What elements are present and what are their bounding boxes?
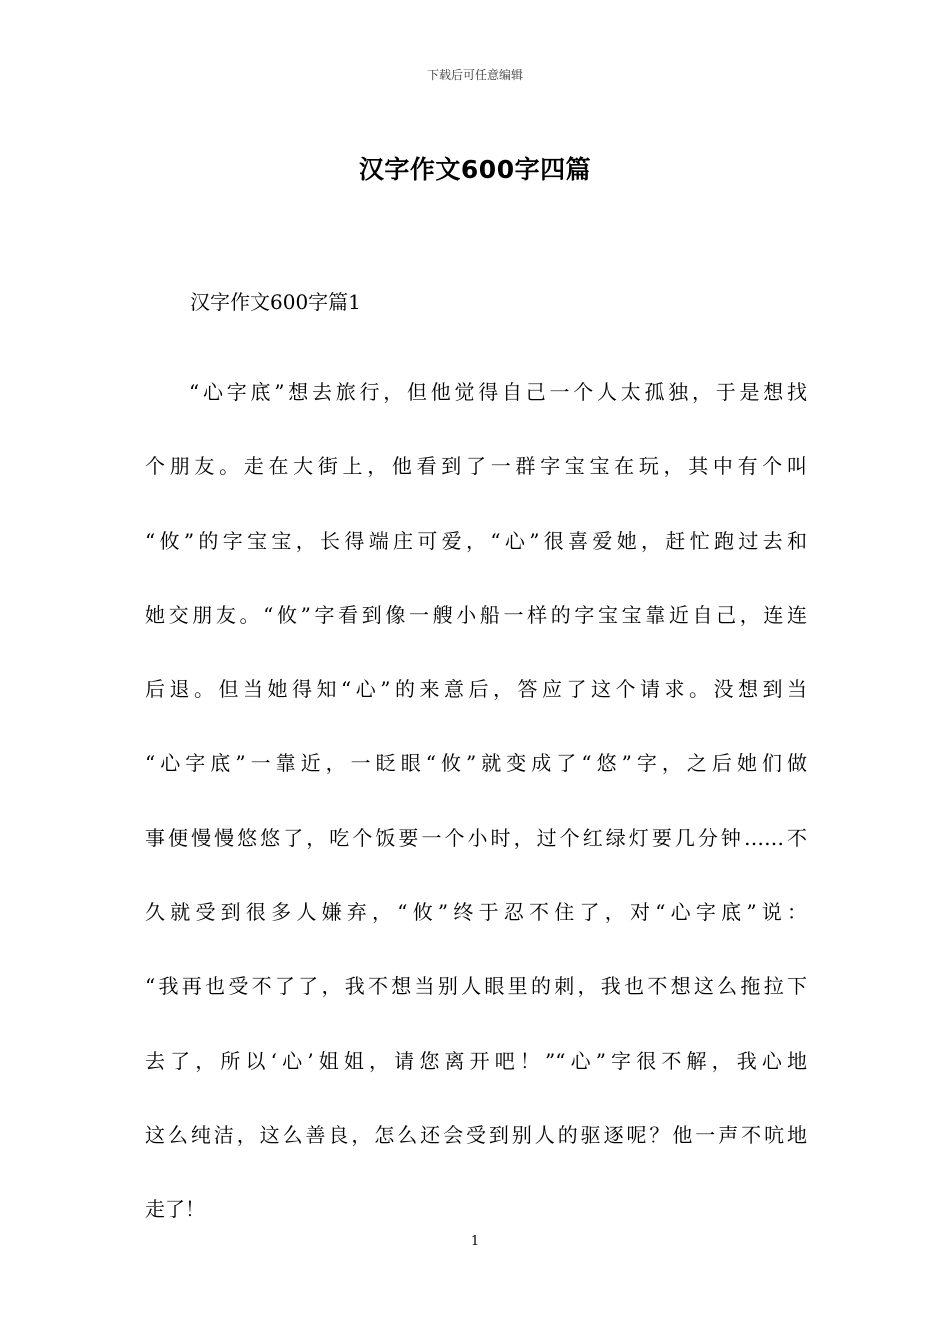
paragraph-line: 久就受到很多人嫌弃，“攸”终于忍不住了，对“心字底”说： xyxy=(145,900,807,925)
paragraph-line: 后退。但当她得知“心”的来意后，答应了这个请求。没想到当 xyxy=(145,677,807,702)
paragraph-line: “心字底”想去旅行，但他觉得自己一个人太孤独，于是想找 xyxy=(189,380,807,404)
paragraph-line: 去了，所以‘心’姐姐，请您离开吧！”“心”字很不解，我心地 xyxy=(145,1048,807,1073)
paragraph-line: 她交朋友。“攸”字看到像一艘小船一样的字宝宝靠近自己，连连 xyxy=(145,602,807,627)
paragraph-line: “我再也受不了了，我不想当别人眼里的刺，我也不想这么拖拉下 xyxy=(145,974,807,999)
header-note: 下载后可任意编辑 xyxy=(426,68,523,82)
paragraph-line: 事便慢慢悠悠了，吃个饭要一个小时，过个红绿灯要几分钟……不 xyxy=(145,825,807,850)
page-number: 1 xyxy=(470,1234,480,1249)
paragraph-line: 走了！ xyxy=(145,1197,205,1222)
body-paragraph xyxy=(145,355,807,1247)
paragraph-line: “心字底”一靠近，一眨眼“攸”就变成了“悠”字，之后她们做 xyxy=(145,751,807,776)
paragraph-line: “攸”的字宝宝，长得端庄可爱，“心”很喜爱她，赶忙跑过去和 xyxy=(145,528,807,553)
document-title: 汉字作文600字四篇 xyxy=(358,155,592,184)
paragraph-line: 个朋友。走在大街上，他看到了一群字宝宝在玩，其中有个叫 xyxy=(145,454,807,479)
section-heading: 汉字作文600字篇1 xyxy=(190,290,361,314)
paragraph-line: 这么纯洁，这么善良，怎么还会受到别人的驱逐呢？他一声不吭地 xyxy=(145,1122,807,1147)
